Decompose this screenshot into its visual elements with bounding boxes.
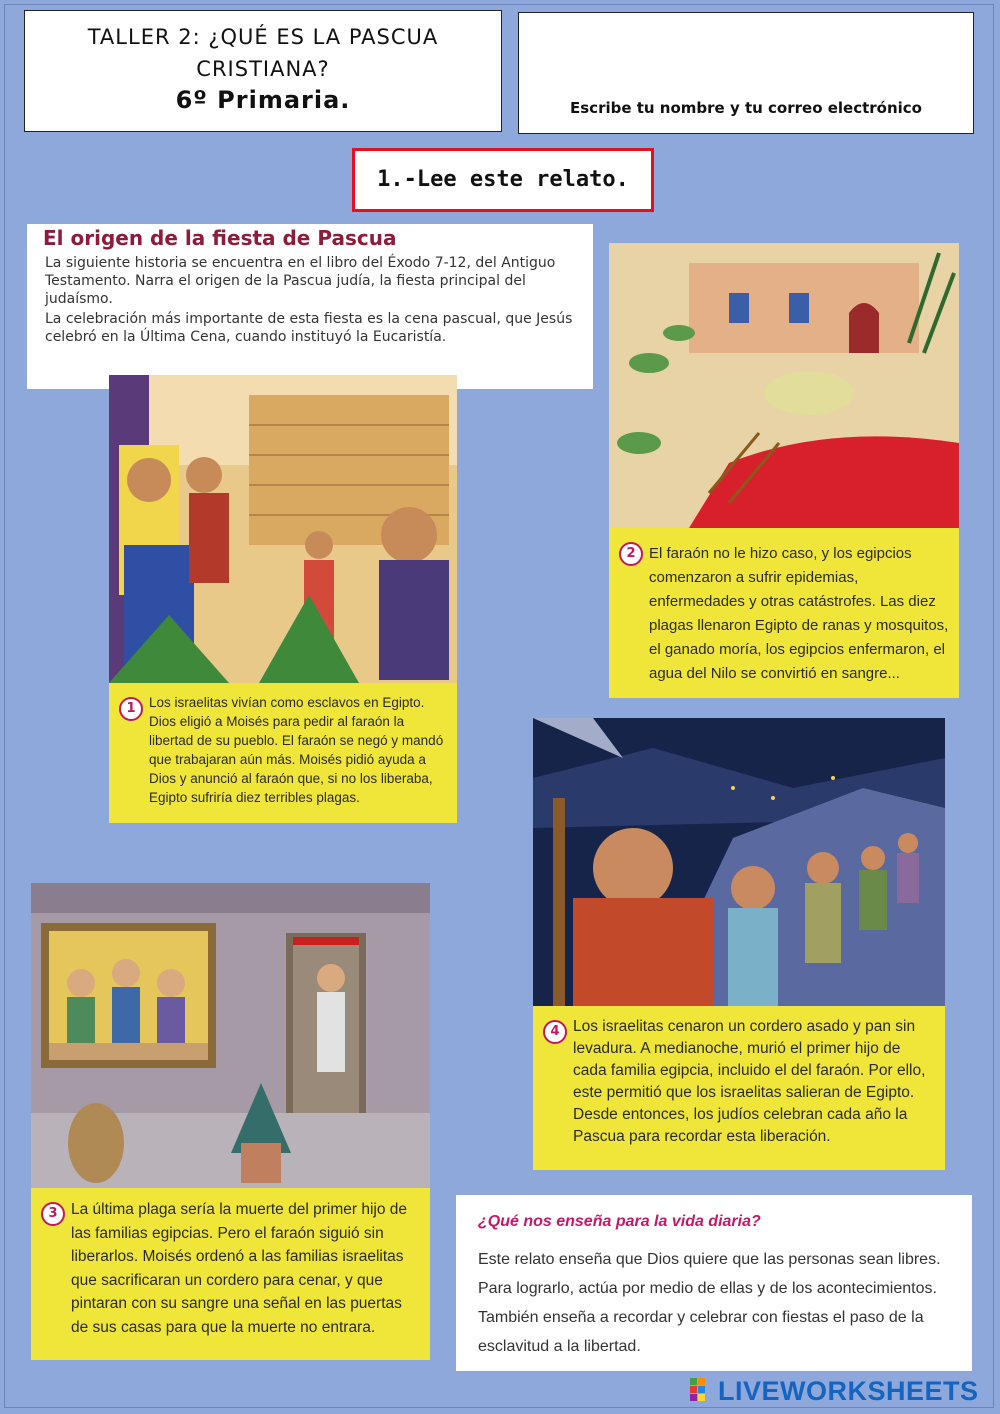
- lesson-text: Este relato enseña que Dios quiere que las personas sean libres. Para lograrlo, actúa por medio de ellas y de los acontecimientos. También enseña a recordar y celebrar con fiestas el paso de la esclavitud a la libertad.: [478, 1251, 941, 1355]
- illustration-exodus: [533, 718, 945, 1006]
- name-hint: Escribe tu nombre y tu correo electrónico: [570, 99, 922, 117]
- task-label: 1.-Lee este relato.: [377, 167, 629, 192]
- liveworksheets-logo-icon: [690, 1378, 714, 1402]
- caption-2-text: El faraón no le hizo caso, y los egipcios comenzaron a sufrir epidemias, enfermedades y otras catástrofes. Las diez plagas llenaron Egipto de ranas y mosquitos, el ganado moría, los egipcios enfermaron, el agua del Nilo se convirtió en sangre...: [649, 545, 949, 682]
- title-line-2: CRISTIANA?: [196, 57, 330, 81]
- illustration-passover-supper: [31, 883, 430, 1188]
- intro-paragraph-1: La siguiente historia se encuentra en el libro del Éxodo 7-12, del Antiguo Testamento. Narra el origen de la Pascua judía, la fiesta principal del judaísmo.: [45, 255, 556, 307]
- intro-box: [27, 224, 593, 389]
- intro-paragraph-2: La celebración más importante de esta fiesta es la cena pascual, que Jesús celebró en la Última Cena, cuando instituyó la Eucaristía.: [45, 311, 573, 345]
- title-box: [24, 10, 502, 132]
- caption-4: [533, 1006, 945, 1170]
- name-email-field[interactable]: [518, 12, 974, 134]
- lesson-heading: ¿Qué nos enseña para la vida diaria?: [478, 1213, 761, 1230]
- brand-text: LIVEWORKSHEETS: [718, 1376, 979, 1406]
- story-panel-2: [609, 243, 959, 698]
- task-label-box: [352, 148, 654, 212]
- liveworksheets-brand[interactable]: [690, 1374, 990, 1408]
- caption-3-text: La última plaga sería la muerte del primer hijo de las familias egipcias. Pero el faraón siguió sin liberarlos. Moisés ordenó a las familias israelitas que sacrificaran un cordero para cenar, y que pintaran con su sangre una señal en las puertas de sus casas para que la muerte no entrara.: [71, 1201, 408, 1336]
- title-line-1: TALLER 2: ¿QUÉ ES LA PASCUA: [87, 25, 439, 49]
- intro-heading: El origen de la fiesta de Pascua: [43, 226, 397, 250]
- illustration-slaves-egypt: [109, 375, 457, 683]
- step-number-2: 2: [619, 542, 643, 566]
- caption-1-text: Los israelitas vivían como esclavos en Egipto. Dios eligió a Moisés para pedir al faraón la libertad de su pueblo. El faraón se negó y mandó que trabajaran aún más. Moisés pidió ayuda a Dios y anunció al faraón que, si no los liberaba, Egipto sufriría diez terribles plagas.: [149, 695, 444, 805]
- step-number-3: 3: [41, 1202, 65, 1226]
- story-panel-1: [109, 375, 457, 823]
- illustration-plagues: [609, 243, 959, 528]
- caption-1: [109, 683, 457, 823]
- story-panel-4: [533, 718, 945, 1170]
- caption-4-text: Los israelitas cenaron un cordero asado y pan sin levadura. A medianoche, murió el primer hijo de cada familia egipcia, incluido el del faraón. Por ello, este permitió que los israelitas salieran de Egipto. Desde entonces, los judíos celebran cada año la Pascua para recordar esta liberación.: [573, 1018, 926, 1145]
- step-number-1: 1: [119, 697, 143, 721]
- story-panel-3: [31, 883, 430, 1360]
- grade-label: 6º Primaria.: [175, 86, 351, 114]
- caption-3: [31, 1188, 430, 1360]
- lesson-box: [456, 1195, 972, 1371]
- caption-2: [609, 528, 959, 698]
- step-number-4: 4: [543, 1020, 567, 1044]
